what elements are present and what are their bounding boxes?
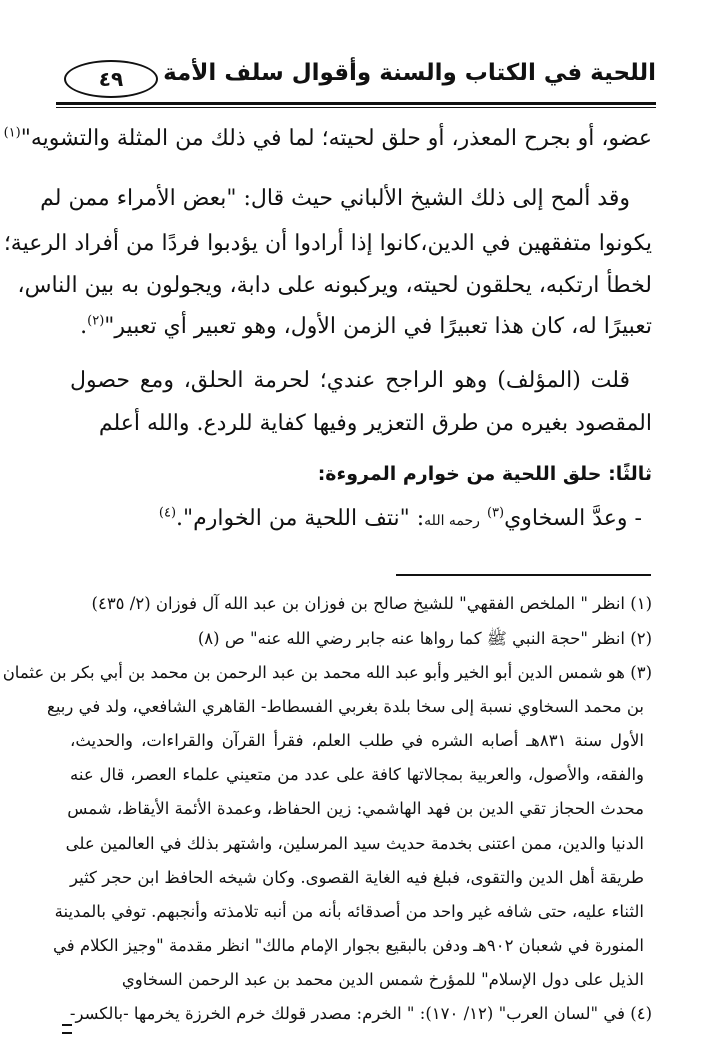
footnote-3-line: المنورة في شعبان ٩٠٢هـ ودفن بالبقيع بجوار الإمام مالك" انظر مقدمة "وجيز الكلام في <box>52 936 644 955</box>
footnote-marker: (٢) <box>87 313 105 329</box>
bullet-line: - وعدَّ السخاوي$^{(٣)}$ رحمه الله: "نتف اللحية من الخوارم".$^{(٤)}$ <box>158 505 642 531</box>
section-heading: ثالثًا: حلق اللحية من خوارم المروءة: <box>317 463 652 485</box>
header-rule <box>56 102 656 105</box>
footnote-3-line: والفقه، والأصول، والعربية بمجالاتها كافة على عدد من متعيني علماء العصر، قال عنه <box>70 765 644 784</box>
body-line: وقد ألمح إلى ذلك الشيخ الألباني حيث قال: "بعض الأمراء ممن لم <box>40 186 630 211</box>
body-line: قلت (المؤلف) وهو الراجح عندي؛ لحرمة الحلق، ومع حصول <box>70 368 630 393</box>
body-line: المقصود بغيره من طرق التعزير وفيها كفاية للردع. والله أعلم <box>98 411 652 436</box>
honorific: رحمه الله <box>424 513 480 529</box>
footnote-2: (٢) انظر "حجة النبي ﷺ كما رواها عنه جابر رضي الله عنه" ص (٨) <box>197 629 652 648</box>
body-line: يكونوا متفقهين في الدين،كانوا إذا أرادوا أن يؤدبوا فردًا من أفراد الرعية؛ <box>3 231 652 256</box>
footnote-3-line: الذيل على دول الإسلام" للمؤرخ شمس الدين محمد بن عبد الرحمن السخاوي <box>121 970 644 989</box>
footnote-marker: (٤) <box>158 505 177 521</box>
body-line: عضو، أو بجرح المعذر، أو حلق لحيته؛ لما في ذلك من المثلة والتشويه"$^{(١)}$ <box>3 125 652 151</box>
footnote-marker: (١) <box>3 125 21 141</box>
footnote-1: (١) انظر " الملخص الفقهي" للشيخ صالح بن فوزان بن عبد الله آل فوزان (٢/ ٤٣٥) <box>91 594 652 613</box>
footnote-3-line: محدث الحجاز تقي الدين بن فهد الهاشمي: زين الحفاظ، وعمدة الأئمة الأيقاظ، شمس <box>67 799 644 818</box>
page-header <box>56 54 656 102</box>
body-line: لخطأ ارتكبه، يحلقون لحيته، ويركبونه على دابة، ويجولون به بين الناس، <box>17 273 652 298</box>
footnote-divider <box>396 574 651 576</box>
footnote-4: (٤) في "لسان العرب" (١٢/ ١٧٠): " الخرم: مصدر قولك خرم الخرزة يخرمها -بالكسر- <box>69 1004 652 1023</box>
footnote-marker: (٣) <box>486 505 505 521</box>
body-line: تعبيرًا له، كان هذا تعبيرًا في الزمن الأول، وهو تعبير أي تعبير"$^{(٢)}$. <box>80 313 652 339</box>
footnote-3-line: طريقة أهل الدين والتقوى، فبلغ فيه الغاية القصوى. وكان شيخه الحافظ ابن حجر كثير <box>70 868 644 887</box>
footnote-3-line: بن محمد السخاوي نسبة إلى سخا بلدة بغربي الفسطاط- القاهري الشافعي، ولد في ربيع <box>47 697 644 716</box>
footnote-3: (٣) هو شمس الدين أبو الخير وأبو عبد الله محمد بن عبد الرحمن بن محمد بن أبي بكر بن عثمان <box>2 663 652 682</box>
footnote-3-line: الثناء عليه، حتى شافه غير واحد من أصدقائه بأنه من أنبه تلامذته وأنجبهم. توفي بالمدينة <box>54 902 644 921</box>
header-rule-thin <box>56 107 656 108</box>
book-title: اللحية في الكتاب والسنة وأقوال سلف الأمة <box>163 60 656 86</box>
continuation-mark <box>62 1024 72 1034</box>
footnote-3-line: الأول سنة ٨٣١هـ أصابه الشره في طلب العلم، فقرأ القرآن والقراءات، والحديث، <box>70 731 645 750</box>
footnote-3-line: الدنيا والدين، ممن اعتنى بخدمة حديث سيد المرسلين، واشتهر بذلك في العالمين على <box>65 834 644 853</box>
page-number: ٤٩ <box>64 60 158 98</box>
